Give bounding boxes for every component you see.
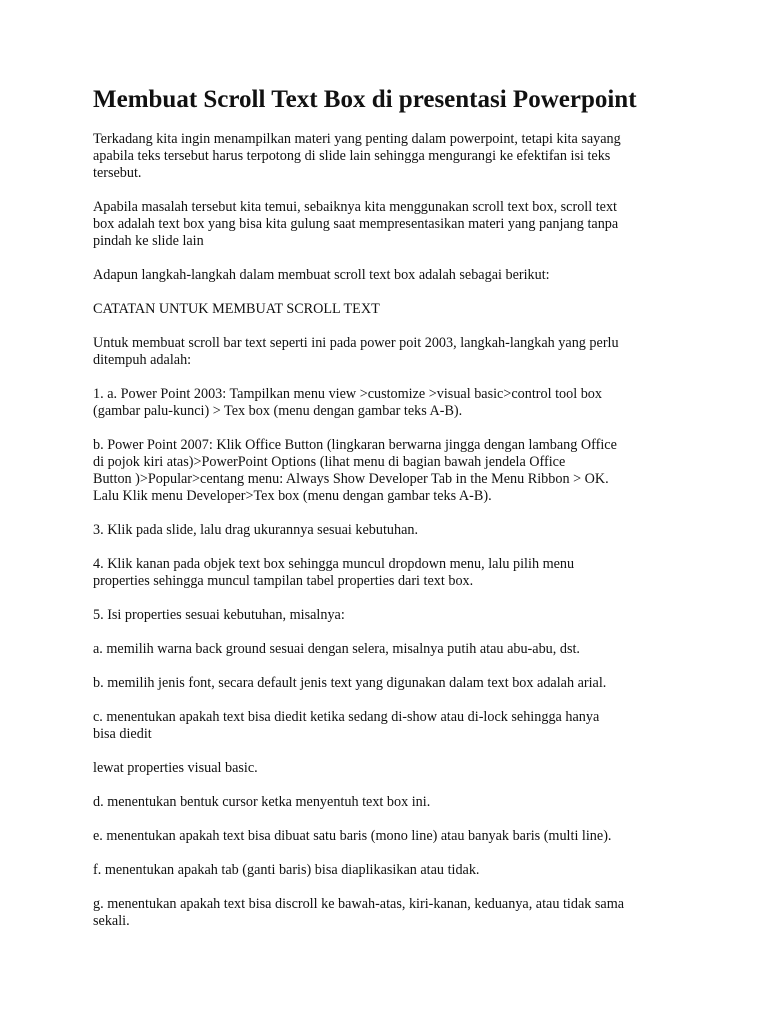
paragraph-line: f. menentukan apakah tab (ganti baris) bisa diaplikasikan atau tidak. (93, 862, 480, 878)
paragraph-line: CATATAN UNTUK MEMBUAT SCROLL TEXT (93, 301, 380, 317)
paragraph-line: 5. Isi properties sesuai kebutuhan, misalnya: (93, 607, 345, 623)
paragraph (93, 335, 683, 369)
paragraph (93, 862, 683, 879)
paragraph (93, 794, 683, 811)
paragraph-line: 3. Klik pada slide, lalu drag ukurannya sesuai kebutuhan. (93, 522, 419, 538)
paragraph-line: b. Power Point 2007: Klik Office Button (lingkaran berwarna jingga dengan lambang Office (93, 437, 617, 453)
paragraph (93, 675, 683, 692)
paragraph-line: e. menentukan apakah text bisa dibuat satu baris (mono line) atau banyak baris (multi line). (93, 828, 612, 844)
paragraph (93, 301, 683, 318)
paragraph-line: Untuk membuat scroll bar text seperti ini pada power poit 2003, langkah-langkah yang perlu (93, 335, 619, 351)
paragraph-line: (gambar palu-kunci) > Tex box (menu dengan gambar teks A-B). (93, 403, 463, 419)
paragraph-line: pindah ke slide lain (93, 233, 204, 249)
paragraph (93, 267, 683, 284)
paragraph-line: ditempuh adalah: (93, 352, 192, 368)
paragraph (93, 896, 683, 930)
paragraph-line: lewat properties visual basic. (93, 760, 258, 776)
paragraph-line: 1. a. Power Point 2003: Tampilkan menu view >customize >visual basic>control tool box (93, 386, 602, 402)
paragraph (93, 760, 683, 777)
paragraph-line: d. menentukan bentuk cursor ketka menyentuh text box ini. (93, 794, 431, 810)
paragraph-line: Apabila masalah tersebut kita temui, sebaiknya kita menggunakan scroll text box, scroll text (93, 199, 618, 215)
paragraph (93, 709, 683, 743)
paragraph (93, 199, 683, 250)
paragraph (93, 131, 683, 182)
document-title: Membuat Scroll Text Box di presentasi Powerpoint (93, 86, 637, 113)
paragraph-line: Adapun langkah-langkah dalam membuat scroll text box adalah sebagai berikut: (93, 267, 550, 283)
paragraph-line: g. menentukan apakah text bisa discroll ke bawah-atas, kiri-kanan, keduanya, atau tidak sama (93, 896, 625, 912)
paragraph-line: a. memilih warna back ground sesuai dengan selera, misalnya putih atau abu-abu, dst. (93, 641, 580, 657)
paragraph-line: Terkadang kita ingin menampilkan materi yang penting dalam powerpoint, tetapi kita sayang (93, 131, 621, 147)
paragraph-line: 4. Klik kanan pada objek text box sehingga muncul dropdown menu, lalu pilih menu (93, 556, 575, 572)
paragraph-line: Lalu Klik menu Developer>Tex box (menu dengan gambar teks A-B). (93, 488, 492, 504)
paragraph-line: Button )>Popular>centang menu: Always Show Developer Tab in the Menu Ribbon > OK. (93, 471, 609, 487)
paragraph-line: b. memilih jenis font, secara default jenis text yang digunakan dalam text box adalah arial. (93, 675, 607, 691)
paragraph (93, 556, 683, 590)
paragraph-line: properties sehingga muncul tampilan tabel properties dari text box. (93, 573, 474, 589)
paragraph-line: sekali. (93, 913, 130, 929)
paragraph (93, 828, 683, 845)
paragraph (93, 522, 683, 539)
document-body (93, 131, 683, 930)
paragraph (93, 386, 683, 420)
paragraph (93, 437, 683, 505)
paragraph-line: bisa diedit (93, 726, 152, 742)
paragraph (93, 641, 683, 658)
paragraph-line: tersebut. (93, 165, 142, 181)
paragraph-line: di pojok kiri atas)>PowerPoint Options (lihat menu di bagian bawah jendela Office (93, 454, 566, 470)
paragraph-line: box adalah text box yang bisa kita gulung saat mempresentasikan materi yang panjang tanpa (93, 216, 619, 232)
document-page (93, 82, 683, 947)
paragraph-line: c. menentukan apakah text bisa diedit ketika sedang di-show atau di-lock sehingga hanya (93, 709, 600, 725)
paragraph (93, 607, 683, 624)
paragraph-line: apabila teks tersebut harus terpotong di slide lain sehingga mengurangi ke efektifan isi teks (93, 148, 611, 164)
